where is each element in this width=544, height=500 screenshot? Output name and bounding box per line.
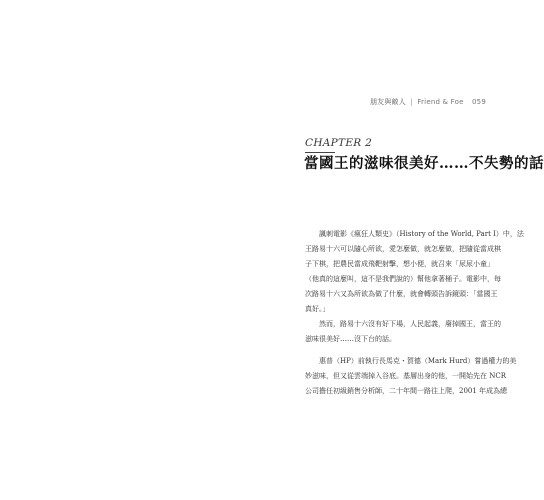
text-line: 妙滋味，但又從雲端掉入谷底。基層出身的他，一開始先在 NCR: [305, 372, 506, 380]
running-head-separator: |: [410, 98, 413, 106]
text-line: 王路易十六可以隨心所欲，愛怎麼做，就怎麼做，把隨從當成棋: [305, 245, 501, 253]
paragraph-3: [305, 354, 517, 399]
text-line: 公司擔任初級銷售分析師，二十年間一路往上爬，2001 年成為總: [305, 387, 508, 395]
text-line: 次路易十六又為所欲為做了什麼，就會轉頭告訴鏡頭：「當國王: [305, 290, 498, 298]
text-line: 惠普（HP）前執行長馬克・賀德（Mark Hurd）嘗過權力的美: [319, 357, 517, 365]
paragraph-gap: [305, 347, 486, 354]
body-text: [305, 227, 524, 399]
paragraph-1: [305, 227, 524, 317]
running-head: [370, 97, 486, 107]
running-head-title-zh: 朋友與敵人: [369, 98, 406, 106]
text-line: 子下棋，把農民當成飛靶射擊，想小便，就召來「尿尿小童」: [305, 260, 494, 268]
paragraph-2: [305, 317, 501, 347]
text-line: 滋味很美好……沒下台的話。: [305, 335, 396, 343]
running-head-title-en: Friend & Foe: [417, 98, 464, 106]
chapter-label: CHAPTER 2: [305, 137, 373, 149]
text-line: 然而，路易十六沒有好下場，人民起義，廢掉國王，當王的: [319, 320, 501, 328]
text-line: （他真的這麼叫，這不是我們說的）幫他拿著桶子。電影中，每: [305, 275, 501, 283]
text-line: 真好。」: [305, 305, 330, 313]
text-line: 諷刺電影《瘋狂人類史》（History of the World, Part I）中，法: [319, 230, 524, 238]
page-number: 059: [472, 98, 486, 106]
chapter-title: 當國王的滋味很美好……不失勢的話: [304, 155, 544, 172]
